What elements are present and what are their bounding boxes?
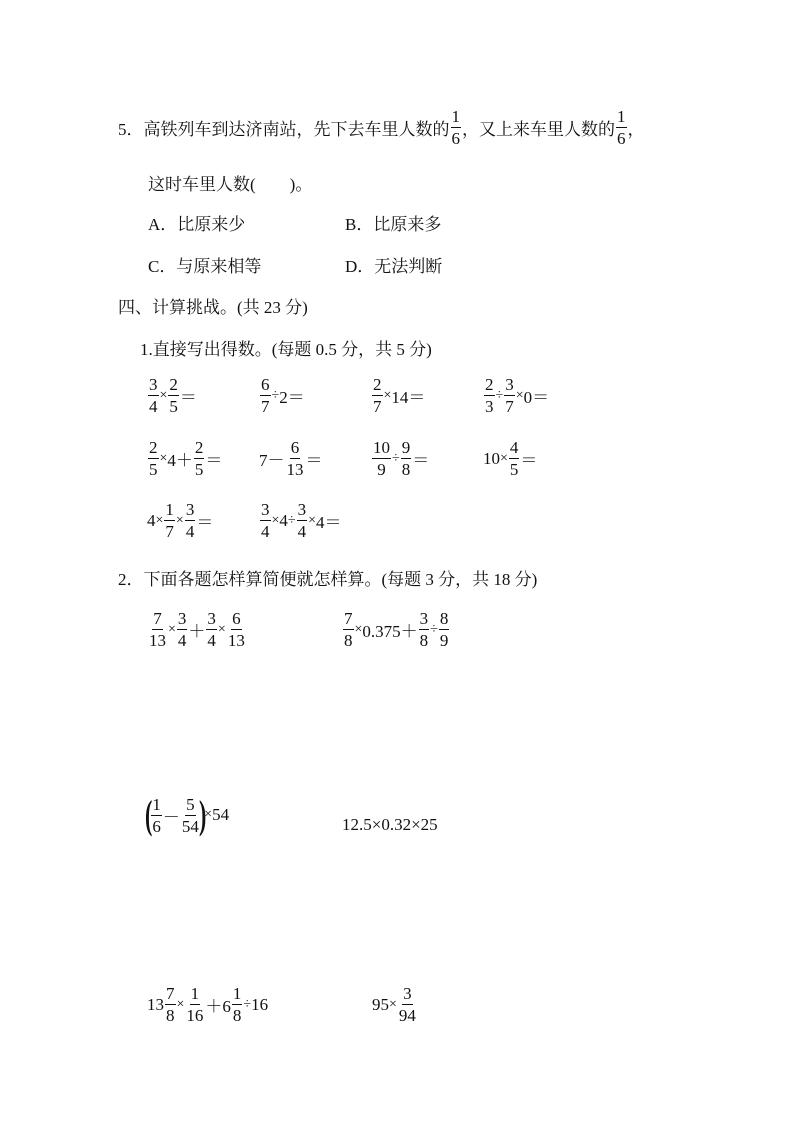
- numerator: 2: [169, 375, 178, 394]
- expression-text: ＋6: [205, 997, 231, 1016]
- question-number: 5．: [118, 120, 144, 139]
- numerator: 3: [419, 609, 429, 628]
- fraction: [398, 985, 417, 1024]
- denominator: 8: [344, 631, 353, 650]
- denominator: 4: [207, 631, 216, 650]
- expression-text: ＝: [205, 451, 223, 470]
- option-c[interactable]: [148, 252, 261, 277]
- numerator: 2: [485, 375, 494, 394]
- expression-text: 4＝: [316, 513, 342, 532]
- fraction: [260, 376, 271, 415]
- section-title: 四、计算挑战。(共 23 分): [118, 298, 308, 317]
- denominator: 13: [227, 631, 245, 650]
- fraction: [297, 501, 308, 540]
- question-text: ，又上来车里人数的: [462, 120, 615, 139]
- numerator: 3: [149, 375, 158, 394]
- option-label: C．: [148, 257, 177, 276]
- denominator: 13: [286, 460, 304, 479]
- bracket: (: [144, 792, 153, 837]
- option-b[interactable]: [345, 210, 441, 235]
- math-expression: [483, 439, 537, 478]
- fraction: [185, 985, 204, 1024]
- denominator: 94: [398, 1006, 416, 1025]
- denominator: 6: [617, 129, 626, 148]
- fraction: [151, 796, 162, 835]
- fraction: [232, 985, 243, 1024]
- fraction: [227, 610, 246, 649]
- numerator: 1: [232, 984, 242, 1003]
- operator: ×: [308, 512, 316, 528]
- expression-text: ＝: [520, 451, 538, 470]
- fraction: [343, 610, 354, 649]
- numerator: 2: [373, 375, 382, 394]
- part-2-title: 2．下面各题怎样算简便就怎样算。(每题 3 分，共 18 分): [118, 570, 538, 589]
- fraction: [509, 439, 520, 478]
- operator: ×: [159, 450, 168, 466]
- operator: ÷: [430, 621, 438, 637]
- option-a[interactable]: [148, 210, 245, 235]
- question-text: ，: [627, 120, 645, 139]
- fraction: [372, 376, 383, 415]
- math-expression: [372, 985, 418, 1024]
- numerator: 7: [344, 609, 353, 628]
- operator: ×: [204, 807, 213, 822]
- numerator: 9: [401, 438, 411, 457]
- fraction: [372, 439, 391, 478]
- numerator: 1: [165, 500, 174, 519]
- math-expression: [371, 376, 425, 415]
- fraction: [164, 501, 175, 540]
- part-1-title: 1.直接写出得数。(每题 0.5 分，共 5 分): [140, 340, 432, 359]
- option-label: A．: [148, 215, 178, 234]
- numerator: 3: [185, 500, 195, 519]
- operator: ÷: [287, 512, 296, 528]
- expression-text: 4: [147, 510, 156, 530]
- option-text: 与原来相等: [176, 257, 262, 276]
- denominator: 6: [451, 129, 460, 148]
- numerator: 1: [451, 107, 460, 126]
- operator: ×: [515, 387, 524, 403]
- fraction: [616, 108, 627, 147]
- math-expression: [147, 610, 247, 649]
- denominator: 8: [401, 460, 411, 479]
- denominator: 5: [149, 460, 158, 479]
- math-expression: [147, 439, 222, 478]
- expression-text: ＝: [412, 451, 430, 470]
- fraction: [451, 108, 462, 147]
- denominator: 7: [373, 397, 382, 416]
- fraction: [194, 439, 205, 478]
- expression-text: 7－: [259, 451, 285, 470]
- denominator: 4: [261, 522, 270, 541]
- denominator: 8: [166, 1006, 175, 1025]
- numerator: 1: [152, 794, 161, 814]
- expression-text: 4＋: [167, 451, 193, 470]
- expression-text: 95: [372, 994, 389, 1014]
- option-text: 无法判断: [374, 257, 443, 276]
- numerator: 7: [166, 984, 175, 1003]
- denominator: 4: [297, 522, 307, 541]
- numerator: 7: [153, 609, 162, 628]
- expression-text: 13: [147, 994, 164, 1014]
- fraction: [177, 610, 188, 649]
- operator: ×: [175, 512, 184, 528]
- numerator: 6: [232, 609, 241, 628]
- fraction: [484, 376, 495, 415]
- numerator: 2: [149, 438, 158, 457]
- denominator: 4: [177, 631, 187, 650]
- numerator: 8: [439, 609, 449, 628]
- operator: ÷: [392, 450, 400, 466]
- fraction: [286, 439, 305, 478]
- fraction: [148, 439, 159, 478]
- fraction: [165, 985, 176, 1024]
- numerator: 3: [261, 500, 270, 519]
- expression-text: ＝: [196, 513, 214, 532]
- expression-text: 54: [212, 805, 230, 824]
- numerator: 6: [290, 438, 300, 457]
- fraction: [185, 501, 196, 540]
- expression-text: ＋: [188, 622, 206, 641]
- denominator: 5: [194, 460, 204, 479]
- denominator: 7: [165, 522, 174, 541]
- operator: ×: [159, 387, 168, 403]
- fraction: [439, 610, 450, 649]
- expression-text: 4: [279, 510, 288, 530]
- operator: ×: [389, 996, 397, 1012]
- operator: ÷: [271, 387, 280, 403]
- numerator: 5: [186, 794, 195, 814]
- fraction: [181, 796, 200, 835]
- expression-text: ＝: [179, 388, 197, 407]
- denominator: 8: [419, 631, 429, 650]
- operator: ÷: [495, 387, 504, 403]
- operator: ×: [354, 621, 363, 637]
- question-5-line2: 这时车里人数( )。: [148, 175, 313, 194]
- option-text: 比原来少: [177, 215, 246, 234]
- denominator: 54: [181, 816, 199, 836]
- fraction: [148, 610, 167, 649]
- operator: ×: [383, 387, 392, 403]
- numerator: 3: [207, 609, 216, 628]
- fraction: [206, 610, 217, 649]
- math-expression: [342, 610, 450, 649]
- denominator: 4: [185, 522, 195, 541]
- math-expression: [371, 439, 429, 478]
- fraction: [401, 439, 412, 478]
- denominator: 7: [505, 397, 514, 416]
- numerator: 10: [373, 438, 390, 457]
- option-label: B．: [345, 215, 374, 234]
- denominator: 4: [149, 397, 158, 416]
- numerator: 2: [194, 438, 204, 457]
- expression-text: 10: [483, 448, 500, 468]
- denominator: 9: [377, 460, 386, 479]
- math-expression: [259, 439, 323, 478]
- fraction: [260, 501, 271, 540]
- expression-text: 16: [251, 994, 269, 1014]
- operator: ×: [500, 450, 508, 466]
- numerator: 3: [403, 984, 412, 1003]
- numerator: 3: [297, 500, 307, 519]
- numerator: 6: [261, 375, 270, 394]
- denominator: 6: [152, 816, 161, 836]
- denominator: 3: [485, 397, 494, 416]
- denominator: 7: [261, 397, 270, 416]
- option-label: D．: [345, 257, 375, 276]
- numerator: 3: [177, 609, 187, 628]
- math-expression: [144, 792, 230, 837]
- expression-text: 12.5×0.32×25: [342, 815, 438, 834]
- option-d[interactable]: [345, 252, 442, 277]
- operator: ×: [176, 996, 185, 1012]
- denominator: 9: [439, 631, 449, 650]
- math-expression: [147, 501, 213, 540]
- fraction: [504, 376, 515, 415]
- operator: ×: [168, 621, 176, 637]
- question-text: 高铁列车到达济南站，先下去车里人数的: [143, 120, 450, 139]
- operator: ÷: [243, 996, 252, 1012]
- expression-text: 0.375＋: [362, 622, 418, 641]
- fraction: [148, 376, 159, 415]
- bracket: ): [198, 792, 207, 837]
- option-text: 比原来多: [373, 215, 442, 234]
- fraction: [419, 610, 430, 649]
- expression-text: ＝: [305, 451, 323, 470]
- numerator: 1: [617, 107, 626, 126]
- denominator: 8: [232, 1006, 242, 1025]
- denominator: 16: [186, 1006, 204, 1025]
- math-expression: [259, 376, 305, 415]
- question-5-line1: [118, 108, 645, 147]
- expression-text: －: [162, 807, 180, 827]
- math-expression: [259, 501, 342, 540]
- numerator: 3: [505, 375, 514, 394]
- operator: ×: [155, 512, 164, 528]
- math-expression: [147, 376, 197, 415]
- operator: ×: [217, 621, 226, 637]
- numerator: 4: [509, 438, 519, 457]
- expression-text: 0＝: [523, 388, 550, 407]
- expression-text: 2＝: [279, 388, 305, 407]
- operator: ×: [271, 512, 280, 528]
- math-expression: [342, 815, 438, 835]
- denominator: 13: [149, 631, 166, 650]
- math-expression: [147, 985, 268, 1024]
- expression-text: 14＝: [391, 388, 426, 407]
- math-expression: [483, 376, 549, 415]
- denominator: 5: [509, 460, 519, 479]
- fraction: [168, 376, 179, 415]
- numerator: 1: [190, 984, 200, 1003]
- denominator: 5: [169, 397, 178, 416]
